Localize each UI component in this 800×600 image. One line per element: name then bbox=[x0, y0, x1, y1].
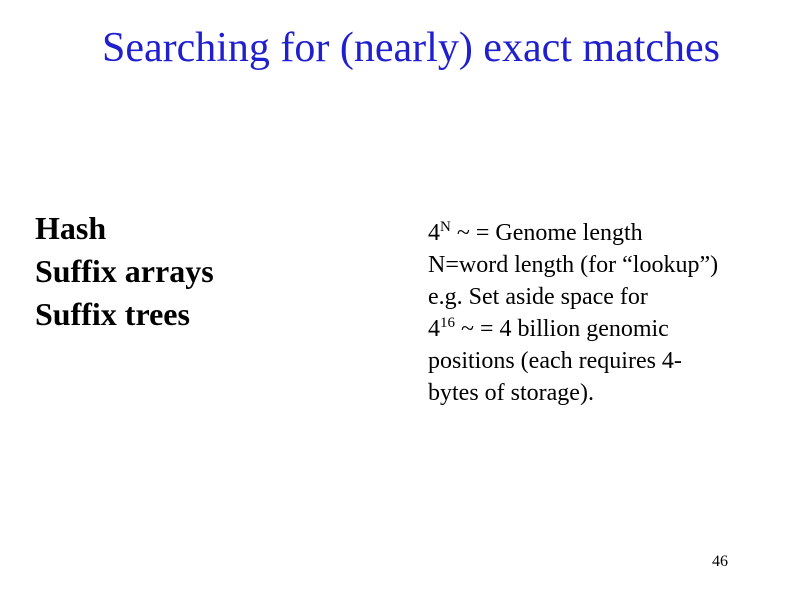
note-exponent: 16 bbox=[440, 315, 455, 331]
slide-title: Searching for (nearly) exact matches bbox=[101, 25, 721, 71]
notes-block bbox=[428, 217, 773, 409]
method-list bbox=[35, 207, 214, 336]
note-positions: positions (each requires 4- bbox=[428, 348, 682, 374]
note-set-aside: e.g. Set aside space for bbox=[428, 284, 648, 310]
note-text: ~ = Genome length bbox=[450, 220, 643, 246]
note-billion-positions bbox=[428, 313, 773, 345]
list-item-suffix-trees: Suffix trees bbox=[35, 296, 190, 332]
note-storage: bytes of storage). bbox=[428, 380, 594, 406]
list-item-suffix-arrays: Suffix arrays bbox=[35, 253, 214, 289]
note-exponent: N bbox=[440, 219, 451, 235]
note-word-length: N=word length (for “lookup”) bbox=[428, 252, 719, 278]
note-base: 4 bbox=[428, 220, 440, 246]
note-genome-length bbox=[428, 217, 773, 249]
note-base: 4 bbox=[428, 316, 440, 342]
page-number: 46 bbox=[712, 553, 728, 570]
list-item-hash: Hash bbox=[35, 210, 107, 246]
note-text: ~ = 4 billion genomic bbox=[455, 316, 669, 342]
